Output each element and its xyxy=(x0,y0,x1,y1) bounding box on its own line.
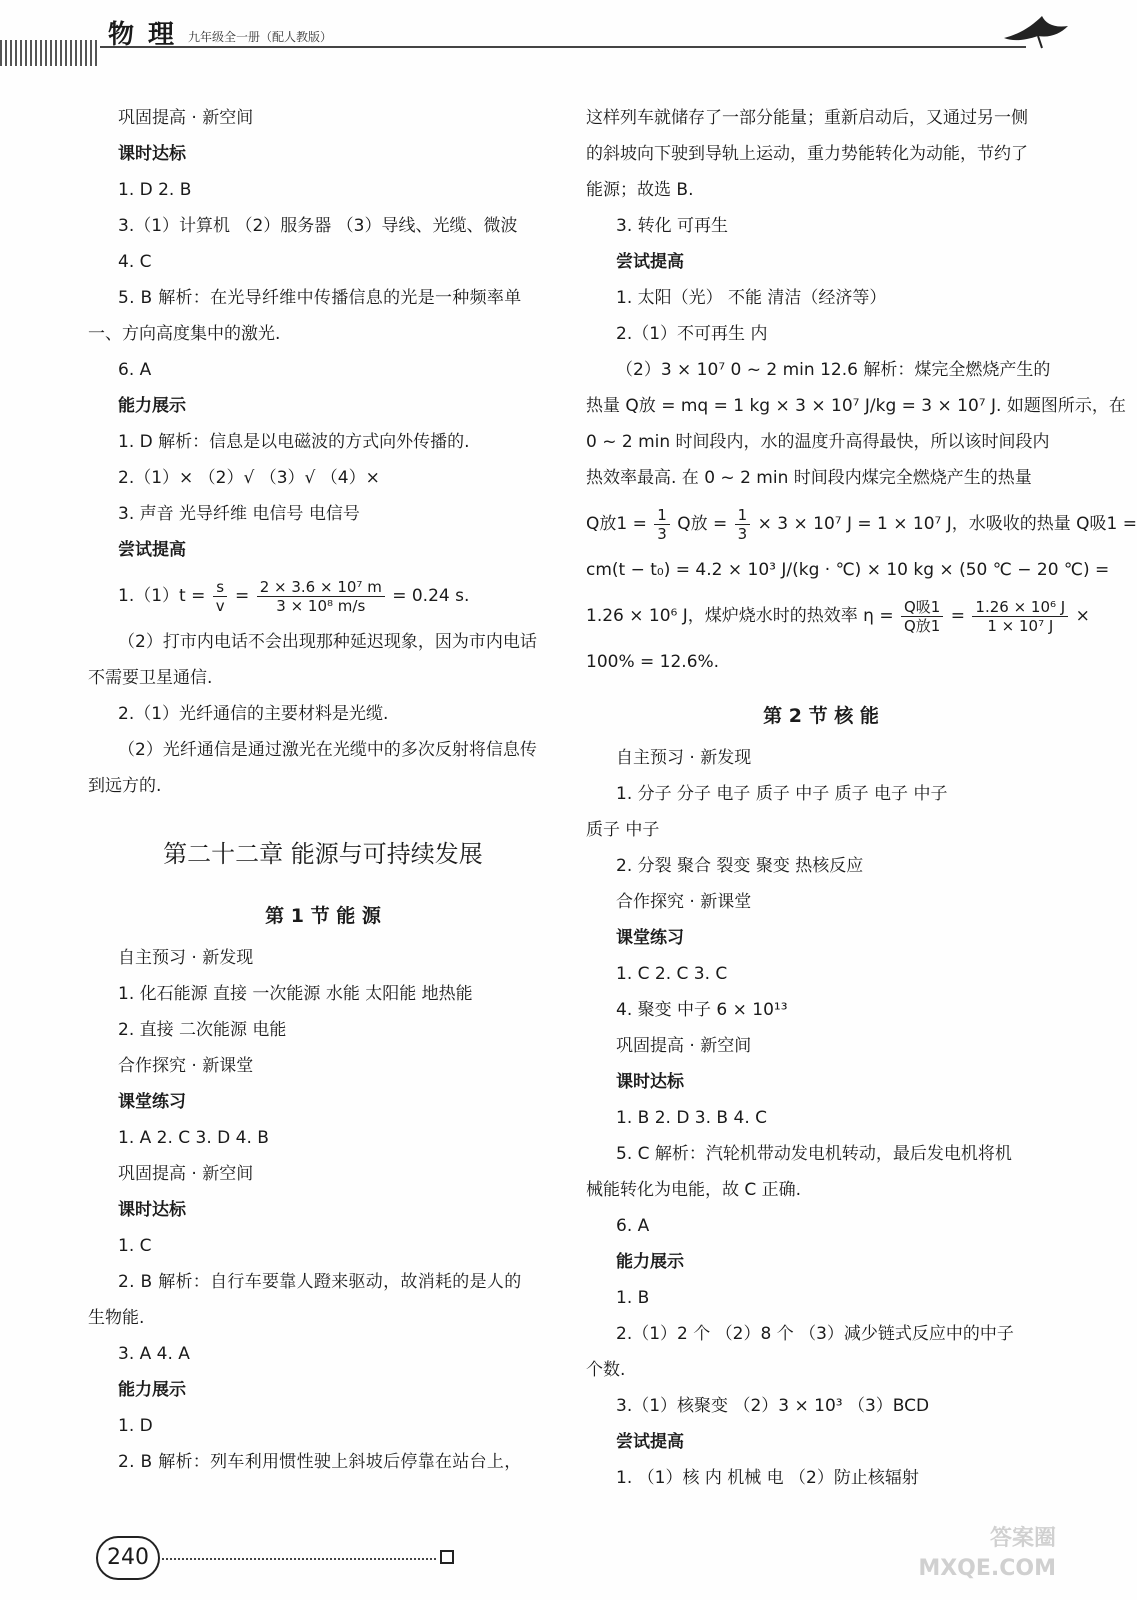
answer-line: 1. B xyxy=(616,1288,650,1308)
header-rule xyxy=(100,46,1026,48)
answer-line: 1. C xyxy=(118,1236,152,1256)
fraction xyxy=(257,578,385,615)
fraction-numerator: 1.26 × 10⁶ J xyxy=(972,598,1068,617)
fraction-denominator: Q放1 xyxy=(904,616,941,635)
page-header xyxy=(0,0,1086,70)
fraction-denominator: 3 xyxy=(737,524,748,543)
answer-line: 1. D xyxy=(118,1416,153,1436)
ginkgo-leaf-icon xyxy=(1002,4,1072,48)
site-watermark xyxy=(896,1524,1056,1594)
answer-line: 5. C 解析：汽轮机带动发电机转动，最后发电机将机 xyxy=(616,1144,1012,1164)
fraction xyxy=(735,506,751,543)
answer-line: 2.（1）× （2）√ （3）√ （4）× xyxy=(118,468,380,488)
left-column xyxy=(88,100,558,1480)
subsection-heading: 尝试提高 xyxy=(118,540,186,560)
formula-part: = xyxy=(950,606,966,626)
watermark-url: MXQE.COM xyxy=(918,1556,1056,1581)
answer-line: 6. A xyxy=(616,1216,650,1236)
subsection-heading: 课堂练习 xyxy=(118,1092,186,1112)
fraction-numerator: 2 × 3.6 × 10⁷ m xyxy=(257,578,385,597)
section-label: 巩固提高 · 新空间 xyxy=(118,1164,254,1184)
section-label: 巩固提高 · 新空间 xyxy=(616,1036,752,1056)
answer-line: 1. D 2. B xyxy=(118,180,192,200)
answer-line: （2）打市内电话不会出现那种延迟现象，因为市内电话 xyxy=(118,632,537,652)
answer-line: 一、方向高度集中的激光. xyxy=(88,324,281,344)
formula-part: Q放1 = xyxy=(586,514,647,534)
fraction xyxy=(654,506,670,543)
formula-line xyxy=(586,588,1090,644)
answer-line: 1. 太阳（光） 不能 清洁（经济等） xyxy=(616,288,887,308)
subsection-heading: 课时达标 xyxy=(118,1200,186,1220)
subsection-heading: 尝试提高 xyxy=(616,252,684,272)
subject-title: 物理 xyxy=(108,20,189,50)
subsection-heading: 能力展示 xyxy=(616,1252,684,1272)
section-label: 合作探究 · 新课堂 xyxy=(118,1056,254,1076)
section-title: 第 2 节 核 能 xyxy=(763,705,879,727)
watermark-logo-text: 答案圈 xyxy=(989,1526,1056,1551)
answer-line: 100% = 12.6%. xyxy=(586,652,720,672)
formula-part: Q放 = xyxy=(677,514,728,534)
fraction xyxy=(901,598,943,635)
section-label: 自主预习 · 新发现 xyxy=(118,948,254,968)
answer-line: 2.（1）不可再生 内 xyxy=(616,324,768,344)
formula-part: 1.26 × 10⁶ J，煤炉烧水时的热效率 η = xyxy=(586,606,894,626)
answer-line: 2. B 解析：列车利用惯性驶上斜坡后停靠在站台上， xyxy=(118,1452,522,1472)
answer-line: 3. A 4. A xyxy=(118,1344,190,1364)
fraction-numerator: 1 xyxy=(735,506,751,525)
end-square-icon xyxy=(440,1550,454,1564)
answer-line: 1. D 解析：信息是以电磁波的方式向外传播的. xyxy=(118,432,470,452)
answer-line: 2. 分裂 聚合 裂变 聚变 热核反应 xyxy=(616,856,864,876)
formula-line xyxy=(586,496,1137,552)
subsection-heading: 课时达标 xyxy=(118,144,186,164)
answer-line: 热效率最高. 在 0 ~ 2 min 时间段内煤完全燃烧产生的热量 xyxy=(586,468,1032,488)
answer-line: 1. 分子 分子 电子 质子 中子 质子 电子 中子 xyxy=(616,784,948,804)
answer-line: 0 ~ 2 min 时间段内，水的温度升高得最快，所以该时间段内 xyxy=(586,432,1050,452)
answer-line: 2.（1）光纤通信的主要材料是光缆. xyxy=(118,704,389,724)
answer-line: 1. （1）核 内 机械 电 （2）防止核辐射 xyxy=(616,1468,919,1488)
fraction-numerator: Q吸1 xyxy=(901,598,943,617)
formula-part: × 3 × 10⁷ J = 1 × 10⁷ J，水吸收的热量 Q吸1 = xyxy=(757,514,1137,534)
answer-line: （2）3 × 10⁷ 0 ~ 2 min 12.6 解析：煤完全燃烧产生的 xyxy=(616,360,1051,380)
answer-line: 的斜坡向下驶到导轨上运动，重力势能转化为动能，节约了 xyxy=(586,144,1028,164)
chapter-title: 第二十二章 能源与可持续发展 xyxy=(163,840,483,868)
formula-result: = 0.24 s. xyxy=(392,586,470,606)
answer-line: 2. B 解析：自行车要靠人蹬来驱动，故消耗的是人的 xyxy=(118,1272,522,1292)
fraction-denominator: v xyxy=(215,596,225,615)
answer-line: 能源；故选 B. xyxy=(586,180,694,200)
answer-line: 3.（1）计算机 （2）服务器 （3）导线、光缆、微波 xyxy=(118,216,518,236)
footer-dotted-rule xyxy=(162,1558,436,1560)
answer-line: 3.（1）核聚变 （2）3 × 10³ （3）BCD xyxy=(616,1396,930,1416)
answer-line: 1. B 2. D 3. B 4. C xyxy=(616,1108,767,1128)
answer-line: 4. 聚变 中子 6 × 10¹³ xyxy=(616,1000,788,1020)
answer-line: 4. C xyxy=(118,252,152,272)
subsection-heading: 尝试提高 xyxy=(616,1432,684,1452)
section-label: 自主预习 · 新发现 xyxy=(616,748,752,768)
fraction-denominator: 3 × 10⁸ m/s xyxy=(276,596,366,615)
subsection-heading: 课堂练习 xyxy=(616,928,684,948)
fraction xyxy=(972,598,1068,635)
answer-line: 3. 转化 可再生 xyxy=(616,216,729,236)
answer-line: （2）光纤通信是通过激光在光缆中的多次反射将信息传 xyxy=(118,740,537,760)
answer-line: 1. 化石能源 直接 一次能源 水能 太阳能 地热能 xyxy=(118,984,473,1004)
formula-part: × xyxy=(1075,606,1090,626)
answer-line: 1. C 2. C 3. C xyxy=(616,964,728,984)
answer-line: 质子 中子 xyxy=(586,820,660,840)
answer-line: 热量 Q放 = mq = 1 kg × 3 × 10⁷ J/kg = 3 × 10⁷ J. 如题图所示，在 xyxy=(586,396,1126,416)
answer-line: cm(t − t₀) = 4.2 × 10³ J/(kg · ℃) × 10 kg × (50 ℃ − 20 ℃) = xyxy=(586,560,1110,580)
fraction-denominator: 3 xyxy=(657,524,667,543)
answer-line: 1. A 2. C 3. D 4. B xyxy=(118,1128,269,1148)
fraction-denominator: 1 × 10⁷ J xyxy=(987,616,1054,635)
answer-line: 6. A xyxy=(118,360,152,380)
fraction xyxy=(213,578,228,615)
answer-line: 5. B 解析：在光导纤维中传播信息的光是一种频率单 xyxy=(118,288,522,308)
page-number: 240 xyxy=(96,1536,160,1580)
answer-line: 生物能. xyxy=(88,1308,145,1328)
answer-line: 3. 声音 光导纤维 电信号 电信号 xyxy=(118,504,360,524)
subsection-heading: 课时达标 xyxy=(616,1072,684,1092)
answer-line: 这样列车就储存了一部分能量；重新启动后，又通过另一侧 xyxy=(586,108,1028,128)
section-label: 巩固提高 · 新空间 xyxy=(118,108,254,128)
formula-prefix: 1.（1）t = xyxy=(118,586,206,606)
subsection-heading: 能力展示 xyxy=(118,1380,186,1400)
section-title: 第 1 节 能 源 xyxy=(265,905,381,927)
page-footer xyxy=(0,1520,1086,1600)
answer-line: 2.（1）2 个 （2）8 个 （3）减少链式反应中的中子 xyxy=(616,1324,1014,1344)
answer-line: 个数. xyxy=(586,1360,626,1380)
fraction-numerator: 1 xyxy=(654,506,670,525)
edition-label: 九年级全一册（配人教版） xyxy=(188,30,333,44)
header-stripe xyxy=(0,40,100,66)
subsection-heading: 能力展示 xyxy=(118,396,186,416)
formula-line: 1.（1）t = $\frac{s}{v}$ = $\frac{\text{2 × 3.6 × 10⁷ m}}{\text{3 × 10⁸ m/s}}$ = 0.24 s. xyxy=(118,577,470,615)
section-label: 合作探究 · 新课堂 xyxy=(616,892,752,912)
answer-line: 不需要卫星通信. xyxy=(88,668,213,688)
fraction-numerator: s xyxy=(213,578,227,597)
answer-line: 械能转化为电能，故 C 正确. xyxy=(586,1180,802,1200)
answer-line: 2. 直接 二次能源 电能 xyxy=(118,1020,287,1040)
answer-line: 到远方的. xyxy=(88,776,162,796)
right-column xyxy=(586,100,1137,1496)
